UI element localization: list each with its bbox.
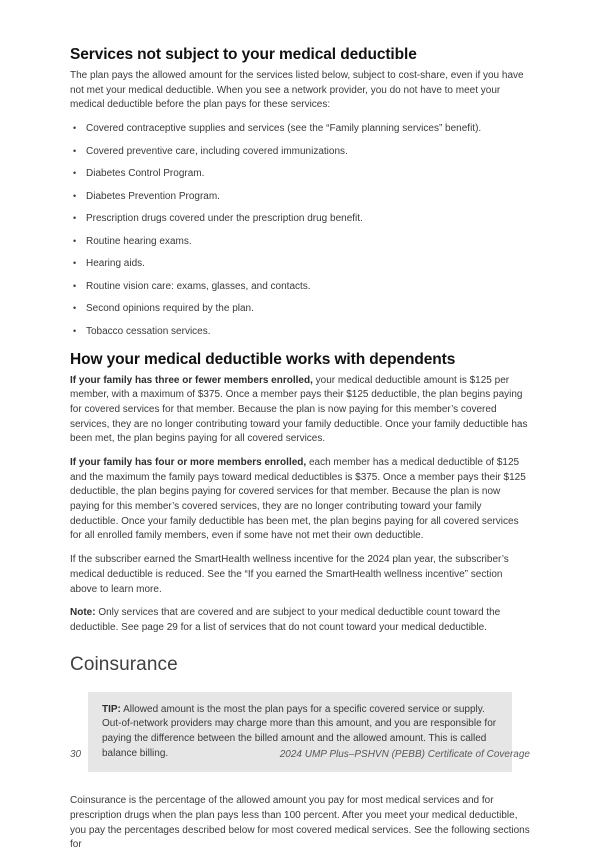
- note-body: Only services that are covered and are subject to your medical deductible count toward the deductible. See page 29 for a list of services that do not count toward your medical deductible.: [70, 607, 501, 633]
- intro-paragraph: The plan pays the allowed amount for the services listed below, subject to cost-share, even if you have not met your medical deductible. When you see a network provider, you do not have to meet your medical deductible before the plan pays for these services:: [70, 70, 524, 111]
- tip-body: Allowed amount is the most the plan pays for a specific covered service or supply. Out-of-network providers may charge more than this amount, and you are responsible for paying the difference between the billed amount and the allowed amount. This is called balance billing.: [102, 703, 497, 759]
- section-heading-deductible-dependents: How your medical deductible works with dependents: [70, 350, 456, 368]
- page-number: 30: [70, 749, 82, 760]
- paragraph-note: [70, 606, 530, 635]
- paragraph-four-or-more: [70, 456, 530, 544]
- footer-doc-title: 2024 UMP Plus–PSHVN (PEBB) Certificate of Coverage: [279, 749, 530, 760]
- tip-label: TIP:: [102, 703, 121, 715]
- tip-box: [88, 692, 512, 773]
- paragraph-body: each member has a medical deductible of $125 and the maximum the family pays toward medical deductibles is $375. Once a member pays their $125 deductible, the plan begins paying for covered services for that member. Because the plan is now paying for this member’s covered services, they are no longer contributing toward your family deductible. Once your family deductible has been met, the plan begins paying for all covered services for all enrolled family members, even if some have not met their own deductible.: [70, 457, 526, 542]
- list-item: • Routine vision care: exams, glasses, and contacts.: [70, 280, 530, 294]
- list-item: • Second opinions required by the plan.: [70, 302, 530, 316]
- list-item: • Diabetes Control Program.: [70, 167, 530, 181]
- list-item: • Tobacco cessation services.: [70, 325, 530, 339]
- paragraph-smarthealth: If the subscriber earned the SmartHealth wellness incentive for the 2024 plan year, the subscriber’s medical deductible is reduced. See the “If you earned the SmartHealth wellness incentive” section above to learn more.: [70, 554, 509, 595]
- paragraph-three-or-fewer: [70, 374, 530, 447]
- paragraph-bold-lead: If your family has four or more members enrolled,: [70, 457, 307, 468]
- services-bullet-list: [70, 122, 530, 339]
- chapter-heading-coinsurance: Coinsurance: [70, 653, 178, 675]
- note-label: Note:: [70, 607, 96, 619]
- list-item: • Covered preventive care, including covered immunizations.: [70, 145, 530, 159]
- list-item: • Routine hearing exams.: [70, 235, 530, 249]
- list-item: • Hearing aids.: [70, 257, 530, 271]
- section-heading-services-not-subject: Services not subject to your medical deductible: [70, 46, 417, 63]
- page-footer: [70, 749, 530, 760]
- list-item: • Covered contraceptive supplies and services (see the “Family planning services” benefit).: [70, 122, 530, 136]
- paragraph-coinsurance-intro: Coinsurance is the percentage of the allowed amount you pay for most medical services and for prescription drugs when the plan pays less than 100 percent. After you meet your medical deductible, you pay the percentages described below for most covered medical services. See the following sections for: [70, 795, 530, 851]
- list-item: • Prescription drugs covered under the prescription drug benefit.: [70, 212, 530, 226]
- list-item: • Diabetes Prevention Program.: [70, 190, 530, 204]
- paragraph-body: your medical deductible amount is $125 per member, with a maximum of $375. Once a member pays their $125 deductible, the plan begins paying for covered services for that member. Because the plan is now paying for this member’s covered services, they are no longer contributing toward your family deductible. Once your family deductible has been met, the plan begins paying for all covered services.: [70, 374, 528, 445]
- paragraph-bold-lead: If your family has three or fewer members enrolled,: [70, 374, 313, 386]
